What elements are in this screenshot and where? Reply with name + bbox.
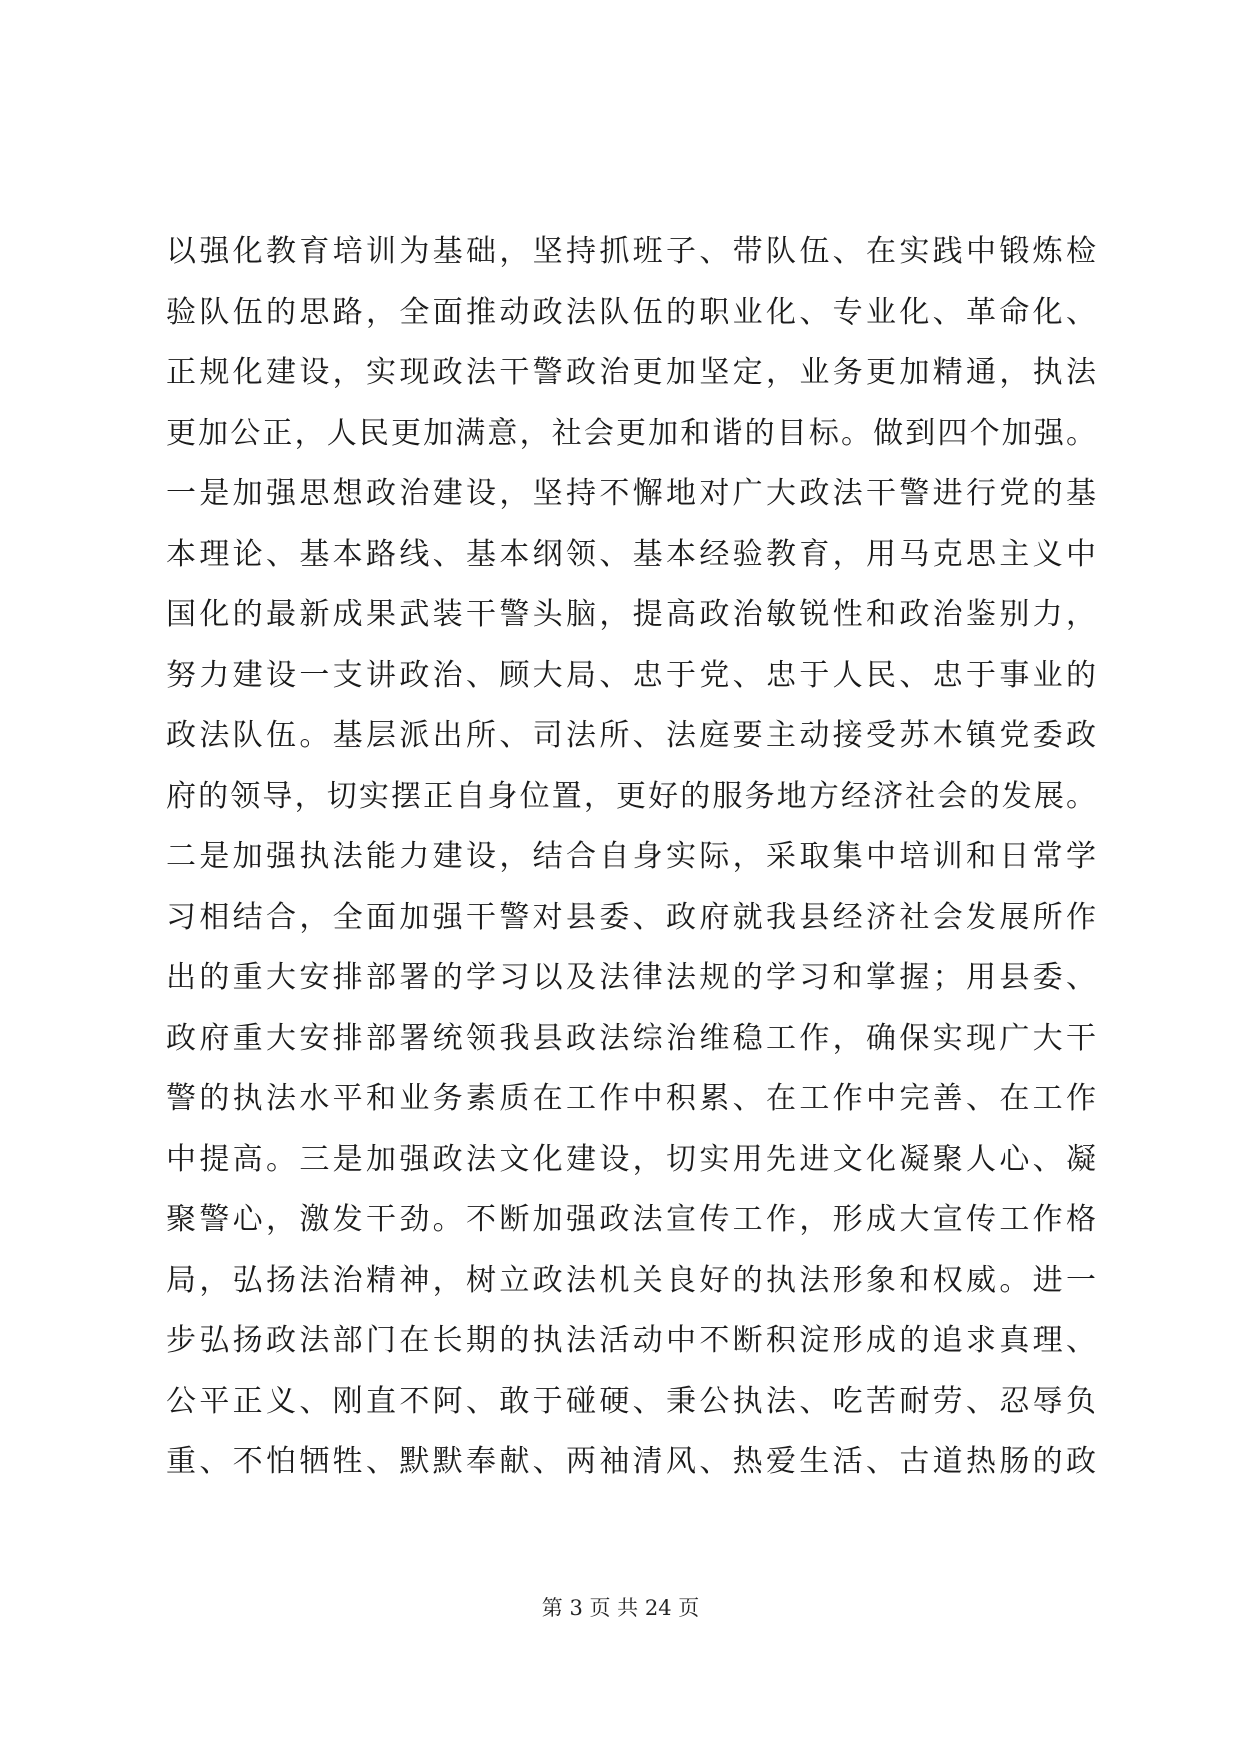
text-line: 局，弘扬法治精神，树立政法机关良好的执法形象和权威。进一: [166, 1262, 1096, 1298]
text-line: 公平正义、刚直不阿、敢于碰硬、秉公执法、吃苦耐劳、忍辱负: [166, 1383, 1096, 1419]
text-line: 重、不怕牺牲、默默奉献、两袖清风、热爱生活、古道热肠的政: [166, 1444, 1096, 1479]
text-line: 以强化教育培训为基础，坚持抓班子、带队伍、在实践中锻炼检: [166, 234, 1096, 269]
text-line: 警的执法水平和业务素质在工作中积累、在工作中完善、在工作: [166, 1081, 1096, 1116]
text-line: 本理论、基本路线、基本纲领、基本经验教育，用马克思主义中: [166, 536, 1096, 572]
text-line: 政府重大安排部署统领我县政法综治维稳工作，确保实现广大干: [166, 1020, 1096, 1056]
text-line: 正规化建设，实现政法干警政治更加坚定，业务更加精通，执法: [166, 355, 1096, 390]
text-line: 努力建设一支讲政治、顾大局、忠于党、忠于人民、忠于事业的: [166, 657, 1096, 693]
text-line: 步弘扬政法部门在长期的执法活动中不断积淀形成的追求真理、: [166, 1323, 1096, 1358]
text-line: 习相结合，全面加强干警对县委、政府就我县经济社会发展所作: [166, 899, 1096, 935]
text-line: 府的领导，切实摆正自身位置，更好的服务地方经济社会的发展。: [166, 778, 1096, 814]
page-number-footer: 第 3 页 共 24 页: [541, 1596, 700, 1620]
text-line: 政法队伍。基层派出所、司法所、法庭要主动接受苏木镇党委政: [166, 718, 1096, 753]
text-line: 二是加强执法能力建设，结合自身实际，采取集中培训和日常学: [166, 839, 1096, 874]
body-text: [166, 222, 1096, 1493]
text-line: 一是加强思想政治建设，坚持不懈地对广大政法干警进行党的基: [166, 476, 1096, 511]
text-line: 验队伍的思路，全面推动政法队伍的职业化、专业化、革命化、: [166, 294, 1096, 330]
text-line: 中提高。三是加强政法文化建设，切实用先进文化凝聚人心、凝: [166, 1141, 1096, 1177]
text-line: 国化的最新成果武装干警头脑，提高政治敏锐性和政治鉴别力，: [166, 597, 1096, 632]
text-line: 聚警心，激发干劲。不断加强政法宣传工作，形成大宣传工作格: [166, 1202, 1096, 1237]
text-line: 出的重大安排部署的学习以及法律法规的学习和掌握；用县委、: [166, 960, 1096, 995]
text-line: 更加公正，人民更加满意，社会更加和谐的目标。做到四个加强。: [166, 415, 1096, 451]
